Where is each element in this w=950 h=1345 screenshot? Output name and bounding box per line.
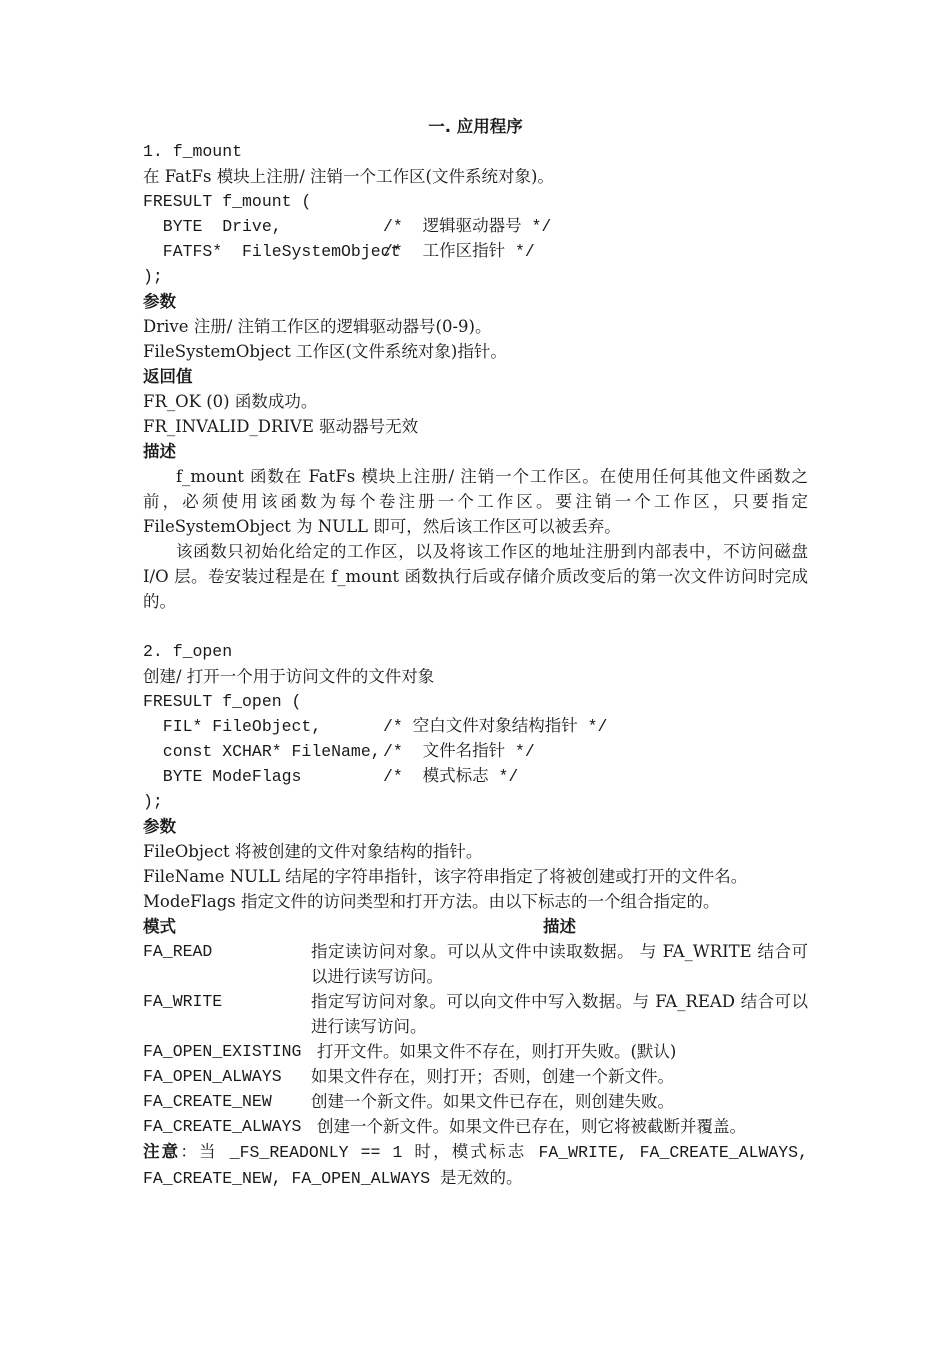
mode-desc: 创建一个新文件。如果文件已存在，则它将被截断并覆盖。 (317, 1117, 746, 1136)
desc-column-header: 描述 (543, 917, 576, 936)
f-open-param-desc: FileName NULL 结尾的字符串指针，该字符串指定了将被创建或打开的文件名。 (143, 867, 748, 886)
mode-name: FA_READ (143, 942, 213, 961)
f-mount-param-desc: FileSystemObject 工作区(文件系统对象)指针。 (143, 342, 507, 361)
f-open-prototype-open: FRESULT f_open ( (143, 692, 302, 711)
f-mount-return-label: 返回值 (143, 367, 193, 386)
f-mount-desc-paragraph: f_mount 函数在 FatFs 模块上注册/ 注销一个工作区。在使用任何其他文件函数之前，必须使用该函数为每个卷注册一个工作区。要注销一个工作区，只要指定 FileSystemObject 为 NULL 即可，然后该工作区可以被丢弃。 (143, 467, 808, 536)
f-mount-param-label: 参数 (143, 292, 176, 311)
mode-desc: 打开文件。如果文件不存在，则打开失败。(默认) (317, 1042, 677, 1061)
mode-name: FA_OPEN_ALWAYS (143, 1067, 282, 1086)
f-open-note (143, 1139, 808, 1191)
f-mount-prototype-open: FRESULT f_mount ( (143, 192, 312, 211)
mode-desc: 指定写访问对象。可以向文件中写入数据。与 FA_READ 结合可以进行读写访问。 (311, 992, 808, 1036)
f-open-prototype-close: ); (143, 792, 163, 811)
f-mount-param-code: BYTE Drive, /* 逻辑驱动器号 */ (143, 217, 552, 236)
mode-row (143, 1114, 808, 1139)
section-heading-f-mount: 1. f_mount (143, 142, 243, 161)
mode-row (143, 1064, 808, 1089)
f-open-param-code: BYTE ModeFlags /* 模式标志 */ (143, 767, 519, 786)
f-mount-desc-label: 描述 (143, 442, 176, 461)
mode-desc: 如果文件存在，则打开；否则，创建一个新文件。 (311, 1067, 674, 1086)
mode-column-header: 模式 (143, 917, 176, 936)
f-open-param-label: 参数 (143, 817, 176, 836)
f-mount-param-desc: Drive 注册/ 注销工作区的逻辑驱动器号(0-9)。 (143, 317, 492, 336)
section-gap (143, 614, 808, 639)
mode-name: FA_WRITE (143, 992, 223, 1011)
mode-name: FA_CREATE_ALWAYS (143, 1117, 302, 1136)
section-heading-f-open: 2. f_open (143, 642, 233, 661)
chapter-title: 一. 应用程序 (428, 117, 523, 136)
f-open-param-code: const XCHAR* FileName, /* 文件名指针 */ (143, 742, 535, 761)
f-mount-return-value: FR_OK (0) 函数成功。 (143, 392, 318, 411)
mode-row (143, 939, 808, 989)
mode-name: FA_OPEN_EXISTING (143, 1042, 302, 1061)
mode-name: FA_CREATE_NEW (143, 1092, 272, 1111)
note-label: 注意 (143, 1142, 181, 1161)
f-open-param-code: FIL* FileObject, /* 空白文件对象结构指针 */ (143, 717, 608, 736)
mode-row (143, 1039, 808, 1064)
f-mount-desc-paragraph: 该函数只初始化给定的工作区，以及将该工作区的地址注册到内部表中，不访问磁盘 I/O 层。卷安装过程是在 f_mount 函数执行后或存储介质改变后的第一次文件访问时完成的。 (143, 542, 808, 611)
f-mount-param-code: FATFS* FileSystemObject/* 工作区指针 */ (143, 242, 535, 261)
note-text: ：当 _FS_READONLY == 1 时，模式标志 FA_WRITE, FA_CREATE_ALWAYS, FA_CREATE_NEW, FA_OPEN_ALWAYS 是无效的。 (143, 1143, 808, 1188)
mode-desc: 指定读访问对象。可以从文件中读取数据。 与 FA_WRITE 结合可以进行读写访问。 (311, 942, 808, 986)
f-open-param-desc: ModeFlags 指定文件的访问类型和打开方法。由以下标志的一个组合指定的。 (143, 892, 720, 911)
document-page (143, 114, 808, 1191)
mode-row (143, 1089, 808, 1114)
f-mount-prototype-close: ); (143, 267, 163, 286)
f-open-summary: 创建/ 打开一个用于访问文件的文件对象 (143, 667, 435, 686)
f-mount-summary: 在 FatFs 模块上注册/ 注销一个工作区(文件系统对象)。 (143, 167, 554, 186)
f-mount-return-value: FR_INVALID_DRIVE 驱动器号无效 (143, 417, 419, 436)
f-open-param-desc: FileObject 将被创建的文件对象结构的指针。 (143, 842, 483, 861)
mode-table-header (143, 914, 808, 939)
mode-row (143, 989, 808, 1039)
mode-desc: 创建一个新文件。如果文件已存在，则创建失败。 (311, 1092, 674, 1111)
